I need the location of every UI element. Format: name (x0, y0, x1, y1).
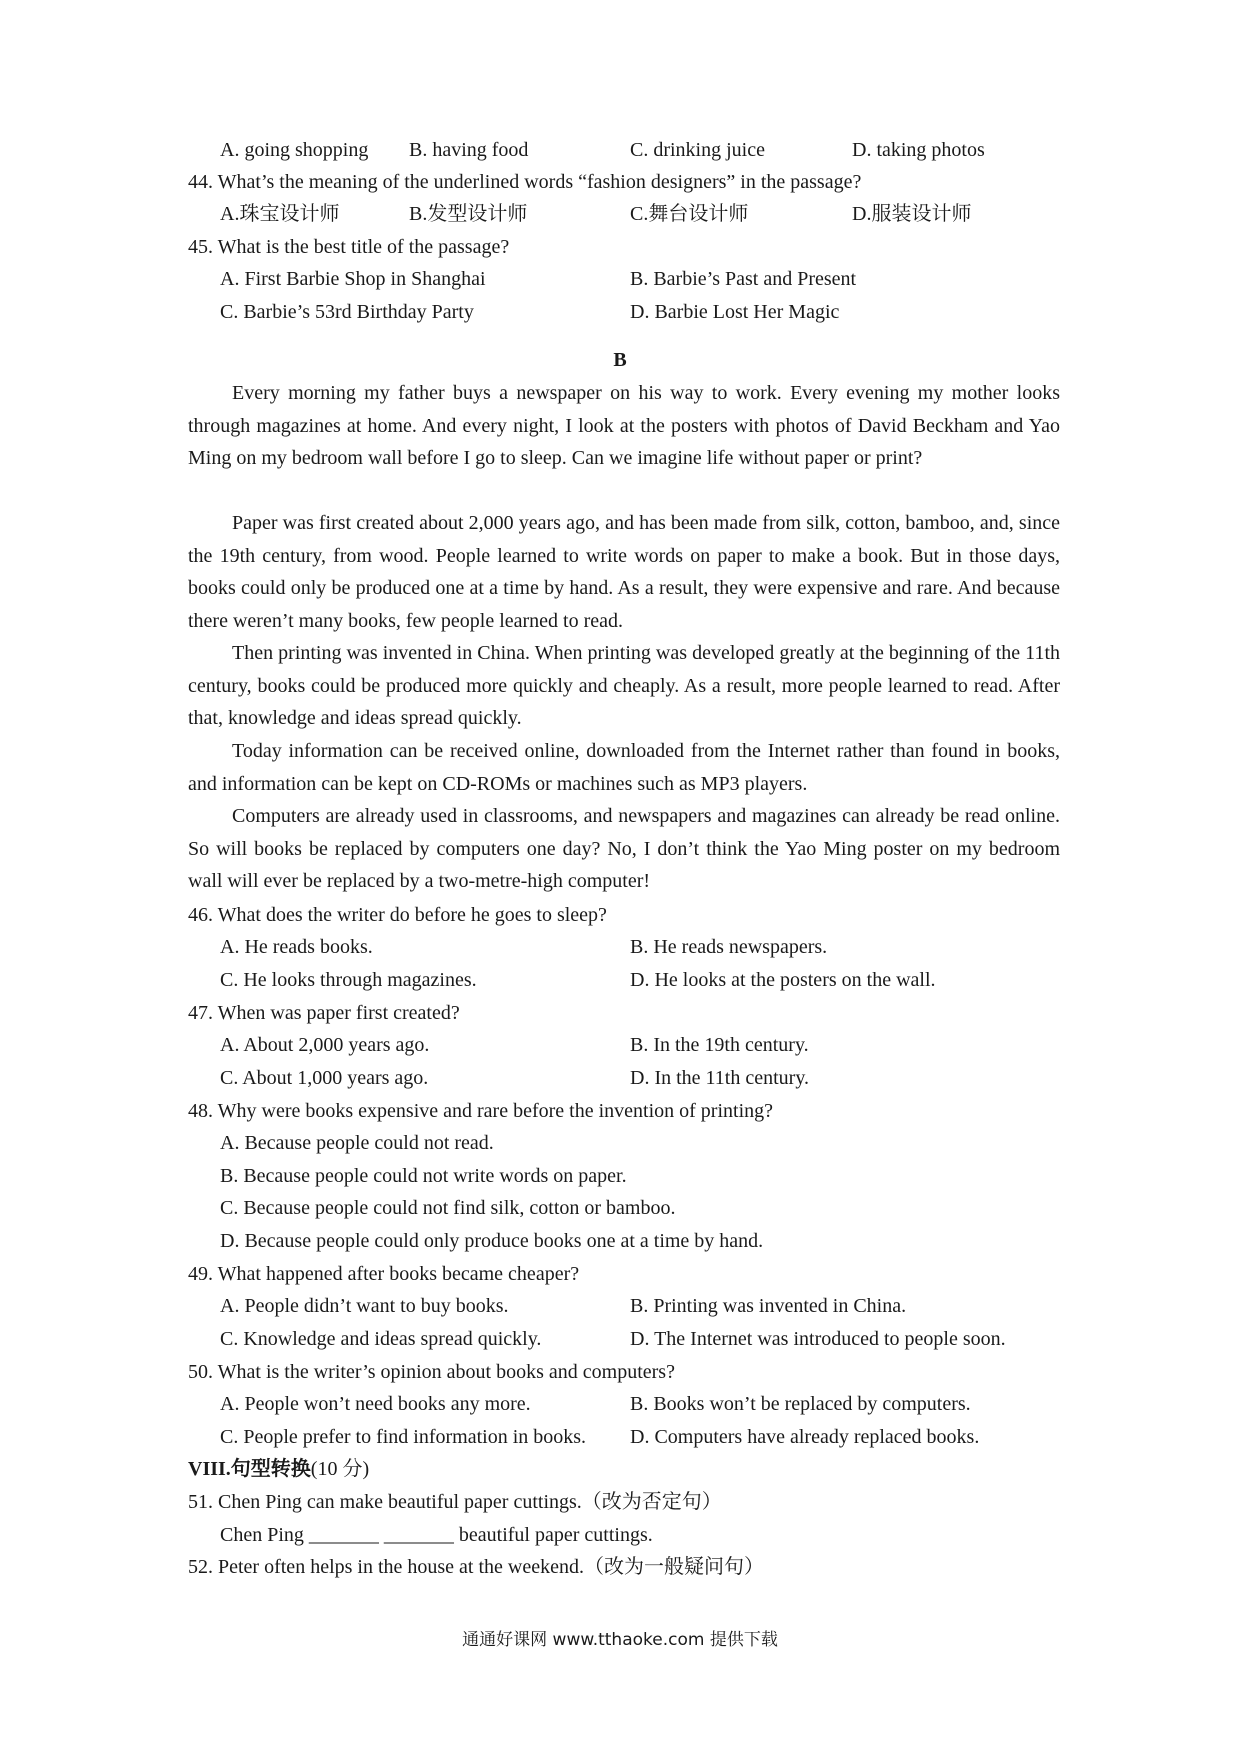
passage-paragraph-5: Computers are already used in classrooms, and newspapers and magazines can already be read online. So will books be replaced by computers one day? No, I don’t think the Yao Ming poster on my bedroom wall will ever be replaced by a two-metre-high computer! (188, 805, 1060, 893)
q44-option-a: A.珠宝设计师 (220, 203, 340, 225)
q47-option-b: B. In the 19th century. (630, 1034, 809, 1056)
q49-stem: 49. What happened after books became cheaper? (188, 1263, 580, 1285)
q52-stem: 52. Peter often helps in the house at the weekend.（改为一般疑问句） (188, 1556, 764, 1578)
q46-stem: 46. What does the writer do before he goes to sleep? (188, 904, 607, 926)
q50-option-c: C. People prefer to find information in books. (220, 1426, 587, 1448)
q44-option-b: B.发型设计师 (409, 203, 528, 225)
q43-option-d: D. taking photos (852, 139, 985, 161)
q50-option-a: A. People won’t need books any more. (220, 1393, 531, 1415)
q44-stem: 44. What’s the meaning of the underlined words “fashion designers” in the passage? (188, 171, 862, 193)
q50-option-b: B. Books won’t be replaced by computers. (630, 1393, 971, 1415)
q48-option-b: B. Because people could not write words on paper. (220, 1165, 627, 1187)
section-b-heading: B (613, 349, 627, 371)
q46-option-b: B. He reads newspapers. (630, 936, 828, 958)
q45-option-c: C. Barbie’s 53rd Birthday Party (220, 301, 474, 323)
passage-paragraph-2: Paper was first created about 2,000 years ago, and has been made from silk, cotton, bamboo, and, since the 19th century, from wood. People learned to write words on paper to make a book. But in those days, books could only be produced one at a time by hand. As a result, they were expensive and rare. And because there weren’t many books, few people learned to read. (188, 512, 1060, 632)
q43-option-c: C. drinking juice (630, 139, 765, 161)
q47-option-a: A. About 2,000 years ago. (220, 1034, 430, 1056)
q45-option-d: D. Barbie Lost Her Magic (630, 301, 840, 323)
q51-stem: 51. Chen Ping can make beautiful paper cuttings.（改为否定句） (188, 1491, 722, 1513)
q46-option-c: C. He looks through magazines. (220, 969, 477, 991)
q46-option-d: D. He looks at the posters on the wall. (630, 969, 936, 991)
q46-option-a: A. He reads books. (220, 936, 373, 958)
q43-option-a: A. going shopping (220, 139, 369, 161)
q45-option-a: A. First Barbie Shop in Shanghai (220, 268, 486, 290)
q48-option-a: A. Because people could not read. (220, 1132, 494, 1154)
q49-option-a: A. People didn’t want to buy books. (220, 1295, 509, 1317)
section-8-heading (188, 1453, 369, 1485)
passage-paragraph-1: Every morning my father buys a newspaper on his way to work. Every evening my mother looks through magazines at home. And every night, I look at the posters with photos of David Beckham and Yao Ming on my bedroom wall before I go to sleep. Can we imagine life without paper or print? (188, 382, 1060, 470)
q50-option-d: D. Computers have already replaced books. (630, 1426, 980, 1448)
q48-option-d: D. Because people could only produce books one at a time by hand. (220, 1230, 764, 1252)
q47-stem: 47. When was paper first created? (188, 1002, 460, 1024)
section-8-score: (10 分) (310, 1458, 370, 1480)
q51-answer-line: Chen Ping _______ _______ beautiful paper cuttings. (220, 1524, 653, 1546)
q49-option-b: B. Printing was invented in China. (630, 1295, 907, 1317)
section-8-title: VIII.句型转换 (188, 1458, 311, 1480)
q48-stem: 48. Why were books expensive and rare before the invention of printing? (188, 1100, 773, 1122)
page-footer: 通通好课网 www.tthaoke.com 提供下载 (462, 1630, 778, 1650)
q44-option-c: C.舞台设计师 (630, 203, 749, 225)
q50-stem: 50. What is the writer’s opinion about books and computers? (188, 1361, 675, 1383)
q49-option-d: D. The Internet was introduced to people soon. (630, 1328, 1006, 1350)
q48-option-c: C. Because people could not find silk, cotton or bamboo. (220, 1197, 676, 1219)
q44-option-d: D.服装设计师 (852, 203, 972, 225)
q43-option-b: B. having food (409, 139, 529, 161)
q47-option-c: C. About 1,000 years ago. (220, 1067, 429, 1089)
passage-paragraph-3: Then printing was invented in China. When printing was developed greatly at the beginning of the 11th century, books could be produced more quickly and cheaply. As a result, more people learned to read. After that, knowledge and ideas spread quickly. (188, 642, 1060, 730)
q49-option-c: C. Knowledge and ideas spread quickly. (220, 1328, 542, 1350)
passage-paragraph-4: Today information can be received online, downloaded from the Internet rather than found in books, and information can be kept on CD-ROMs or machines such as MP3 players. (188, 740, 1060, 795)
q47-option-d: D. In the 11th century. (630, 1067, 810, 1089)
q45-stem: 45. What is the best title of the passage? (188, 236, 510, 258)
q45-option-b: B. Barbie’s Past and Present (630, 268, 857, 290)
